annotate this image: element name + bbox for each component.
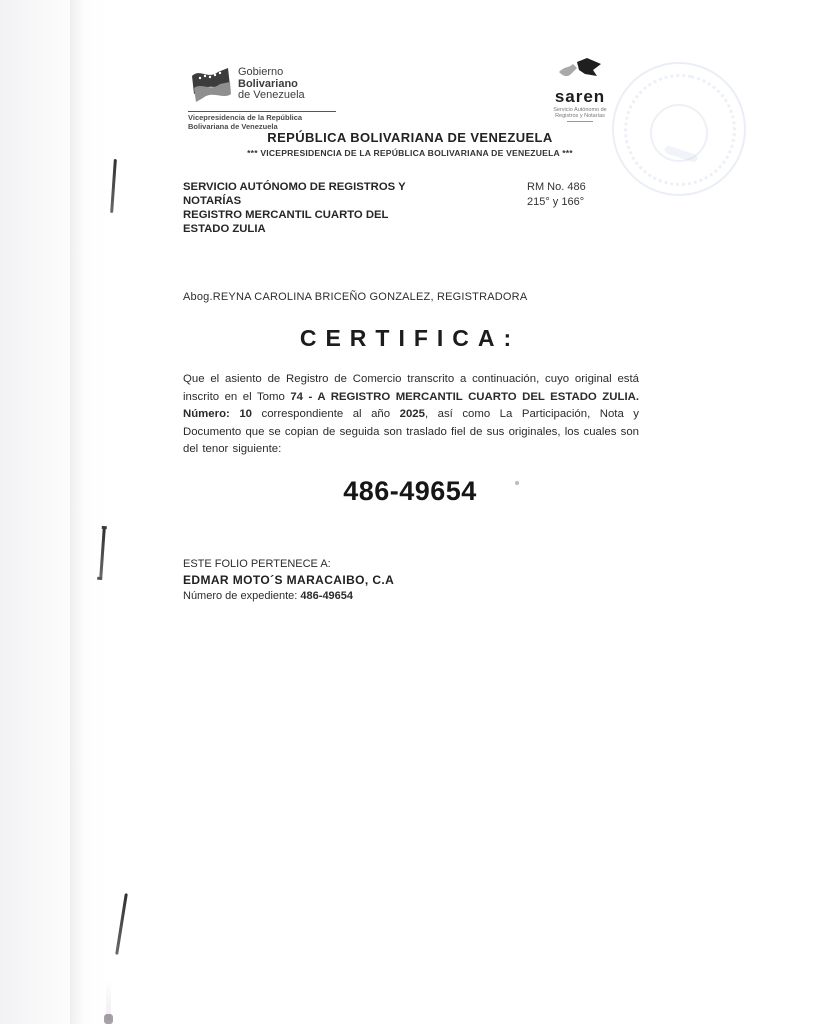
paragraph-segment: correspondiente al año xyxy=(252,408,400,421)
rm-number-block xyxy=(527,180,586,210)
paragraph-segment: , así como La Participación, Nota y Documento que se copian de seguida son traslado fiel de sus originales, los cuales son del tenor siguiente: xyxy=(183,408,640,456)
expediente-label: Número de expediente: xyxy=(183,590,301,602)
header-vicepresidency-subtitle: *** VICEPRESIDENCIA DE LA REPÚBLICA BOLIVARIANA DE VENEZUELA *** xyxy=(247,148,573,158)
saren-name: saren xyxy=(554,87,606,106)
folio-number: 486-49654 xyxy=(343,476,477,506)
expediente-number: 486-49654 xyxy=(300,590,354,602)
header-republic-title: REPÚBLICA BOLIVARIANA DE VENEZUELA xyxy=(267,130,553,145)
rm-number: RM No. 486 xyxy=(527,181,586,193)
staple-mark-bottom xyxy=(115,893,128,955)
paragraph-segment: 74 - A REGISTRO MERCANTIL CUARTO DEL ESTADO ZULIA. xyxy=(290,390,640,403)
certifica-heading: CERTIFICA: xyxy=(299,325,521,351)
office-line1: SERVICIO AUTÓNOMO DE REGISTROS Y NOTARÍAS xyxy=(183,181,406,207)
folio-label: ESTE FOLIO PERTENECE A: xyxy=(183,558,331,570)
gov-logo-rule xyxy=(188,111,336,112)
saren-rule xyxy=(567,121,593,122)
scan-mark-bottom xyxy=(104,1014,113,1024)
staple-mark-middle xyxy=(99,528,105,578)
registrar-name-line: Abog.REYNA CAROLINA BRICEÑO GONZALEZ, REGISTRADORA xyxy=(183,291,528,303)
registry-office-block xyxy=(183,180,435,236)
document-header xyxy=(110,130,710,158)
saren-sub2: Registros y Notarías xyxy=(555,113,605,119)
venezuela-flag-icon xyxy=(188,64,234,108)
office-line2: REGISTRO MERCANTIL CUARTO DEL ESTADO ZULIA xyxy=(183,209,389,235)
saren-birds-icon xyxy=(557,58,603,88)
company-name: EDMAR MOTO´S MARACAIBO, C.A xyxy=(183,573,395,587)
expediente-line xyxy=(183,588,394,604)
scan-speck xyxy=(515,481,519,485)
government-logo-text xyxy=(238,64,305,102)
gov-logo-line1: Gobierno xyxy=(238,66,284,78)
paragraph-segment: Que el asiento de Registro de Comercio transcrito a continuación, cuyo original está inscrito en el Tomo xyxy=(183,373,639,403)
paragraph-segment: 2025 xyxy=(399,408,425,421)
certify-paragraph xyxy=(183,371,639,459)
gov-logo-sub2: Bolivariana de Venezuela xyxy=(188,121,278,131)
folio-ownership-block xyxy=(183,556,394,604)
gov-logo-sub1: Vicepresidencia de la República xyxy=(188,113,303,122)
saren-logo xyxy=(540,58,620,122)
scan-edge-shadow xyxy=(70,0,84,1024)
saren-sub1: Servicio Autónomo de xyxy=(553,107,607,113)
gov-logo-line2: Bolivariano xyxy=(238,77,298,90)
government-logo xyxy=(188,64,338,131)
rm-articles: 215° y 166° xyxy=(527,196,585,208)
staple-mark-top xyxy=(110,159,117,213)
paragraph-segment: Número: 10 xyxy=(183,408,253,421)
gov-logo-line3: de Venezuela xyxy=(238,89,305,101)
